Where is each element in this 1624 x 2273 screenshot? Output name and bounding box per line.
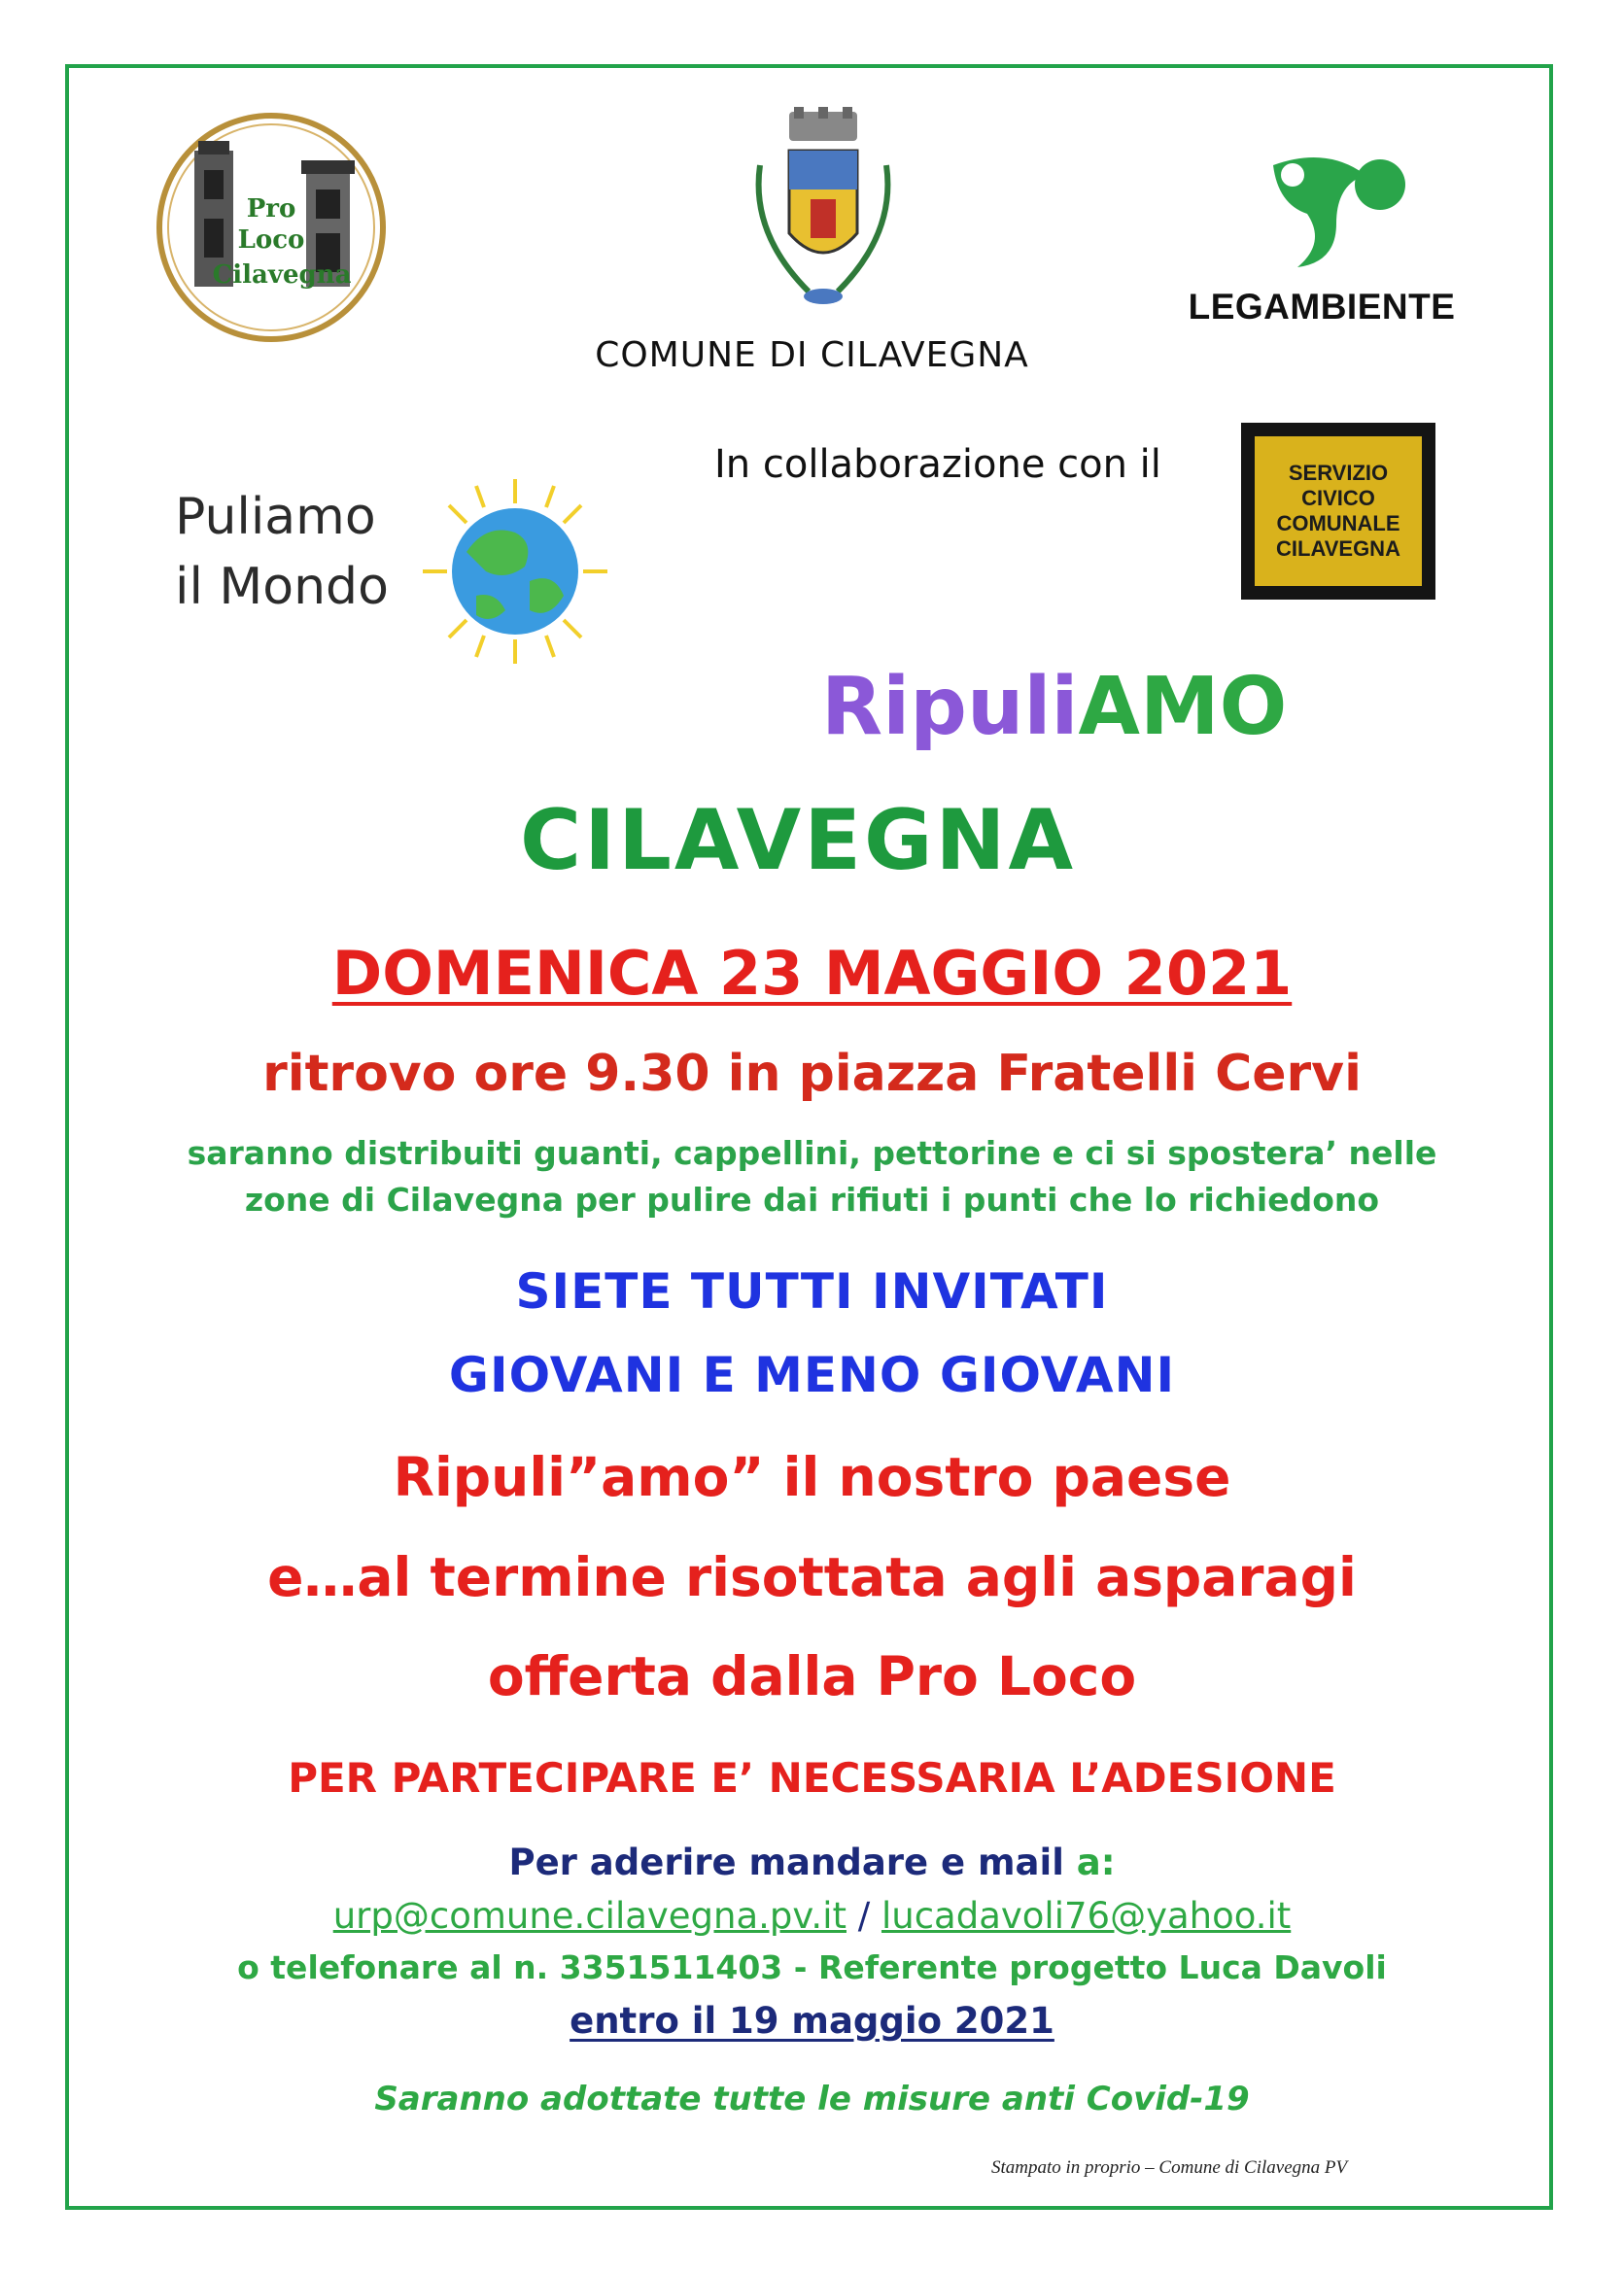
aderire-text: Per aderire mandare e mail a: xyxy=(508,1842,1116,1883)
message-line3: offerta dalla Pro Loco xyxy=(487,1645,1137,1707)
event-date: DOMENICA 23 MAGGIO 2021 xyxy=(331,938,1293,1009)
pro-loco-text: Pro xyxy=(246,194,296,224)
adesione-notice: PER PARTECIPARE E’ NECESSARIA L’ADESIONE xyxy=(288,1754,1336,1802)
covid-notice: Saranno adottate tutte le misure anti Covid-19 xyxy=(374,2080,1250,2118)
servizio-civico-logo: SERVIZIO CIVICO COMUNALE CILAVEGNA xyxy=(1241,423,1435,600)
email-link-comune[interactable]: urp@comune.cilavegna.pv.it xyxy=(332,1895,847,1937)
collaboration-text: In collaborazione con il xyxy=(714,442,1161,487)
puliamo-line2: il Mondo xyxy=(175,558,389,616)
title-ripuliamo: RipuliAMO xyxy=(821,661,1288,753)
message-line2: e…al termine risottata agli asparagi xyxy=(267,1546,1357,1608)
phone-info: o telefonare al n. 3351511403 - Referente progetto Luca Davoli xyxy=(237,1948,1387,1986)
puliamo-il-mondo-logo xyxy=(165,474,632,669)
distribution-info: saranno distribuiti guanti, cappellini, pettorine e ci si spostera’ nelle zone di Cilavegna per pulire dai rifiuti i punti che lo richiedono xyxy=(187,1134,1437,1219)
svg-text:Cilavegna: Cilavegna xyxy=(212,260,352,290)
comune-name: COMUNE DI CILAVEGNA xyxy=(595,335,1029,375)
deadline: entro il 19 maggio 2021 xyxy=(570,2000,1054,2042)
pro-loco-logo xyxy=(155,112,387,343)
email-links: urp@comune.cilavegna.pv.it / lucadavoli76@yahoo.it xyxy=(332,1895,1292,1937)
svg-text:Loco: Loco xyxy=(237,225,305,255)
invite-line2: GIOVANI E MENO GIOVANI xyxy=(448,1347,1176,1403)
footer-note: Stampato in proprio – Comune di Cilavegna PV xyxy=(991,2157,1348,2178)
message-line1: Ripuli”amo” il nostro paese xyxy=(393,1446,1231,1508)
title-cilavegna: CILAVEGNA xyxy=(520,792,1077,889)
comune-crest-logo xyxy=(741,107,906,316)
invite-line1: SIETE TUTTI INVITATI xyxy=(515,1263,1109,1320)
email-link-davoli[interactable]: lucadavoli76@yahoo.it xyxy=(881,1895,1292,1937)
legambiente-logo xyxy=(1181,146,1463,330)
legambiente-name: LEGAMBIENTE xyxy=(1188,287,1456,327)
puliamo-line1: Puliamo xyxy=(175,488,376,546)
meeting-point: ritrovo ore 9.30 in piazza Fratelli Cervi xyxy=(262,1045,1362,1103)
